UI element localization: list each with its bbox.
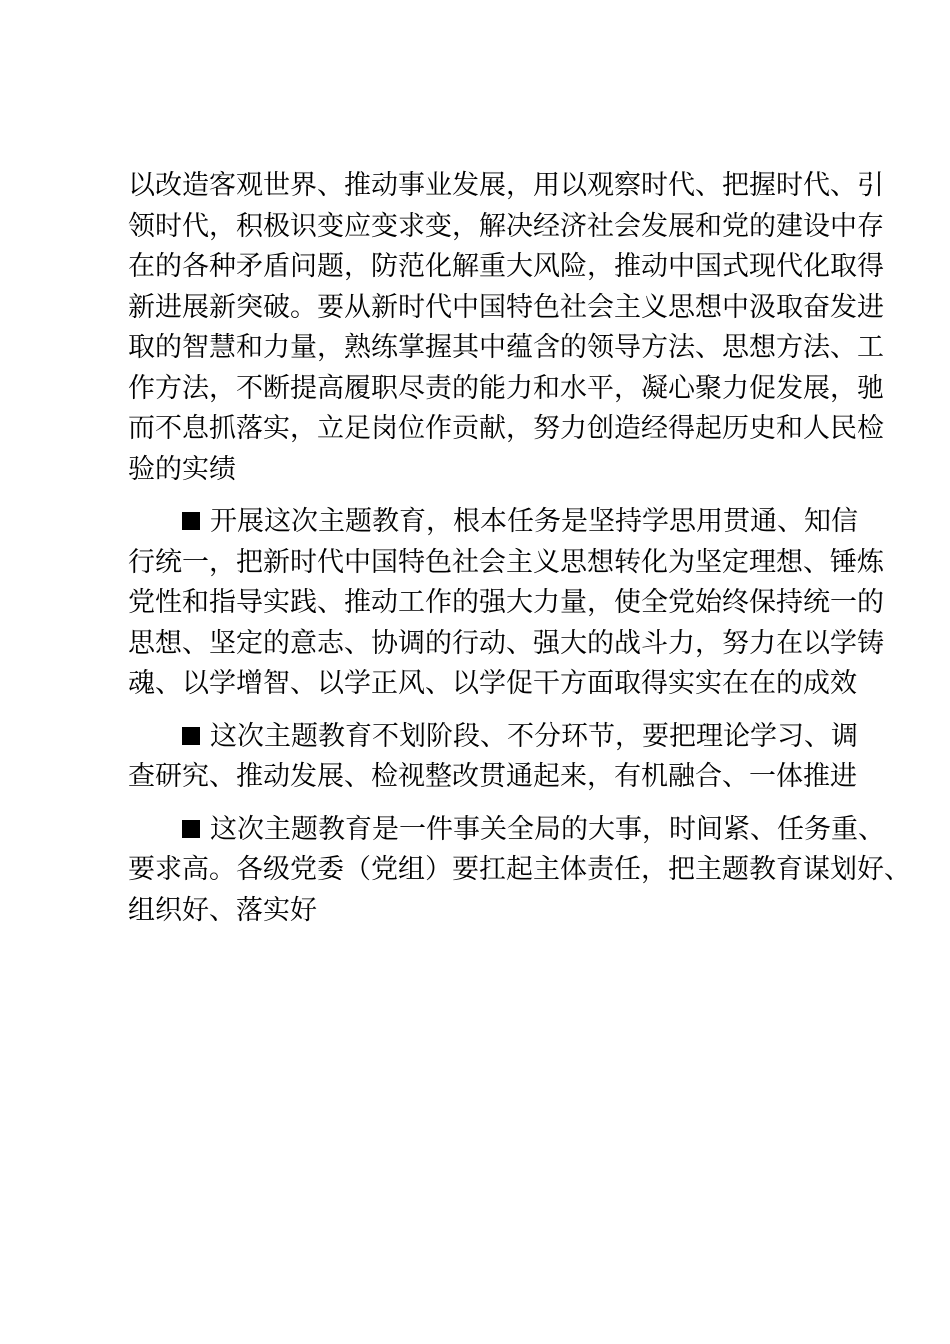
- paragraph-line: 魂、以学增智、以学正风、以学促干方面取得实实在在的成效: [128, 668, 857, 699]
- paragraph-line: 新进展新突破。要从新时代中国特色社会主义思想中汲取奋发进: [128, 291, 884, 323]
- paragraph-line: 以改造客观世界、推动事业发展，用以观察时代、把握时代、引: [128, 170, 884, 201]
- paragraph-3: [128, 717, 858, 798]
- paragraph-line: 组织好、落实好: [128, 894, 317, 926]
- paragraph-line: 要求高。各级党委（党组）要扛起主体责任，把主题教育谋划好、: [128, 854, 911, 885]
- square-bullet-icon: [182, 727, 200, 745]
- paragraph-line: 领时代，积极识变应变求变，解决经济社会发展和党的建设中存: [128, 210, 884, 242]
- paragraph-line: 而不息抓落实，立足岗位作贡献，努力创造经得起历史和人民检: [128, 413, 884, 444]
- paragraph-first-line: [128, 717, 858, 758]
- paragraph-line: 行统一，把新时代中国特色社会主义思想转化为坚定理想、锤炼: [128, 546, 884, 578]
- paragraph-1: [128, 166, 884, 490]
- document-body: [128, 166, 911, 931]
- square-bullet-icon: [182, 820, 200, 838]
- paragraph-first-line: [128, 502, 858, 543]
- paragraph-line: 思想、坚定的意志、协调的行动、强大的战斗力，努力在以学铸: [128, 627, 884, 659]
- paragraph-line: 取的智慧和力量，熟练掌握其中蕴含的领导方法、思想方法、工: [128, 332, 884, 363]
- paragraph-spacer: [128, 798, 840, 810]
- paragraph-line-text: 这次主题教育不划阶段、不分环节，要把理论学习、调: [210, 720, 858, 752]
- paragraph-2: [128, 502, 884, 705]
- paragraph-line: 作方法，不断提高履职尽责的能力和水平，凝心聚力促发展，驰: [128, 372, 884, 404]
- paragraph-line-text: 开展这次主题教育，根本任务是坚持学思用贯通、知信: [210, 506, 858, 537]
- paragraph-line: 党性和指导实践、推动工作的强大力量，使全党始终保持统一的: [128, 587, 884, 618]
- square-bullet-icon: [182, 512, 200, 530]
- paragraph-first-line: [128, 810, 885, 851]
- paragraph-line: 查研究、推动发展、检视整改贯通起来，有机融合、一体推进: [128, 761, 857, 792]
- paragraph-spacer: [128, 490, 840, 502]
- paragraph-line: 在的各种矛盾问题，防范化解重大风险，推动中国式现代化取得: [128, 251, 884, 282]
- paragraph-line: 验的实绩: [128, 453, 236, 485]
- paragraph-4: [128, 810, 911, 932]
- paragraph-line-text: 这次主题教育是一件事关全局的大事，时间紧、任务重、: [210, 813, 885, 845]
- paragraph-spacer: [128, 705, 840, 717]
